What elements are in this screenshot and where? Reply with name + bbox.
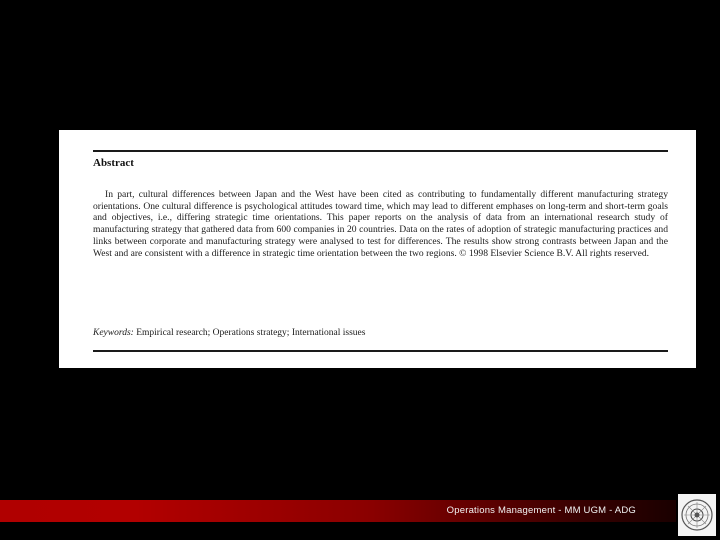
bottom-rule [93, 350, 668, 352]
top-rule [93, 150, 668, 152]
keywords-line [93, 328, 365, 338]
keywords-values: Empirical research; Operations strategy; International issues [136, 328, 366, 338]
keywords-label: Keywords: [93, 328, 134, 338]
abstract-image [59, 130, 696, 368]
university-seal-icon [678, 494, 716, 536]
abstract-text: In part, cultural differences between Japan and the West have been cited as contributing to fundamentally different manufacturing strategy orientations. One cultural difference is psychological attitudes toward time, which may lead to different emphases on long-term and short-term goals and objectives, i.e., differing strategic time orientations. This paper reports on the analysis of data from an international research study of manufacturing strategy that gathered data from 600 companies in 20 countries. Data on the rates of adoption of strategic manufacturing practices and links between corporate and manufacturing strategy were analysed to test for differences. The results show strong contrasts between Japan and the West and are consistent with a difference in strategic time orientation between the two regions. © 1998 Elsevier Science B.V. All rights reserved. [93, 189, 668, 259]
footer-text: Operations Management - MM UGM - ADG [446, 505, 636, 516]
footer-bar [0, 500, 676, 522]
abstract-heading: Abstract [93, 157, 134, 169]
